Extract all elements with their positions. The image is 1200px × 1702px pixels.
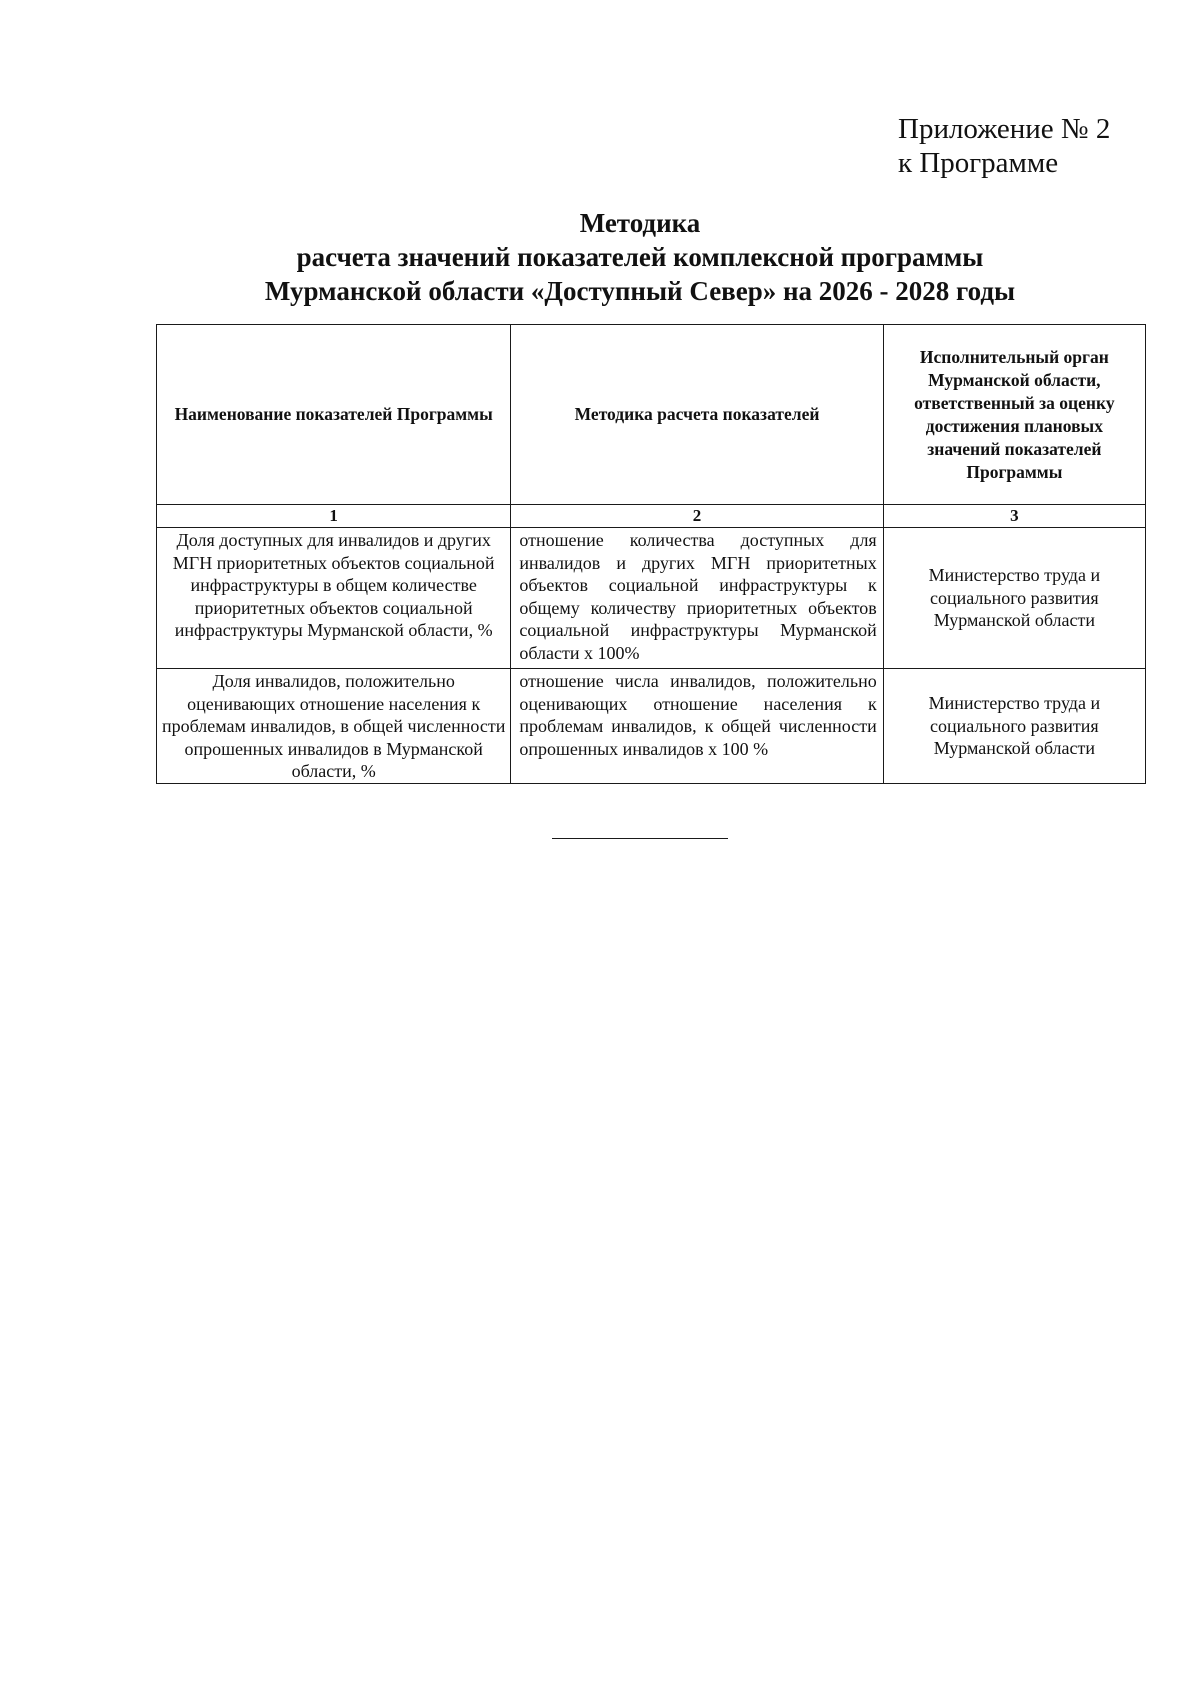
indicator-cell (157, 669, 511, 784)
indicator-text: Доля инвалидов, положительно оценивающих отношение населения к проблемам инвалидов, в общей численности опрошенных инвалидов в Мурманской области, % (161, 671, 506, 781)
title-line-1: Методика (579, 208, 701, 238)
column-number: 3 (883, 505, 1145, 528)
header-calculation-method (511, 325, 883, 505)
indicators-table (156, 324, 1146, 784)
method-text: отношение количества доступных для инвалидов и других МГН приоритетных объектов социальной инфраструктуры к общему количеству приоритетных объектов социальной инфраструктуры Мурманской области x 100% (519, 530, 877, 663)
header-responsible-body (883, 325, 1145, 505)
appendix-label (898, 112, 1110, 180)
end-divider-line (552, 838, 728, 839)
column-number: 1 (157, 505, 511, 528)
document-title (160, 206, 1120, 308)
header-calculation-method-text: Методика расчета показателей (574, 404, 820, 424)
title-line-3: Мурманской области «Доступный Север» на 2026 - 2028 годы (264, 276, 1016, 306)
responsible-cell (883, 528, 1145, 669)
responsible-cell (883, 669, 1145, 784)
appendix-reference: к Программе (898, 147, 1059, 179)
responsible-text: Министерство труда и социального развития Мурманской области (928, 693, 1101, 759)
responsible-text: Министерство труда и социального развития Мурманской области (928, 565, 1101, 631)
appendix-number: Приложение № 2 (898, 113, 1111, 145)
title-line-2: расчета значений показателей комплексной программы (296, 242, 984, 272)
table-header-row (157, 325, 1146, 505)
header-responsible-body-text: Исполнительный орган Мурманской области, ответственный за оценку достижения плановых значений показателей Программы (914, 346, 1115, 482)
header-indicator-name (157, 325, 511, 505)
column-number: 2 (511, 505, 883, 528)
method-text: отношение числа инвалидов, положительно оценивающих отношение населения к проблемам инвалидов, к общей численности опрошенных инвалидов x 100 % (519, 671, 877, 759)
indicator-cell (157, 528, 511, 669)
method-cell (511, 669, 883, 784)
table-row (157, 528, 1146, 669)
indicator-text: Доля доступных для инвалидов и других МГН приоритетных объектов социальной инфраструктуры в общем количестве приоритетных объектов социальной инфраструктуры Мурманской области, % (172, 530, 495, 640)
header-indicator-name-text: Наименование показателей Программы (174, 404, 493, 424)
method-cell (511, 528, 883, 669)
column-number-row (157, 505, 1146, 528)
table-row (157, 669, 1146, 784)
